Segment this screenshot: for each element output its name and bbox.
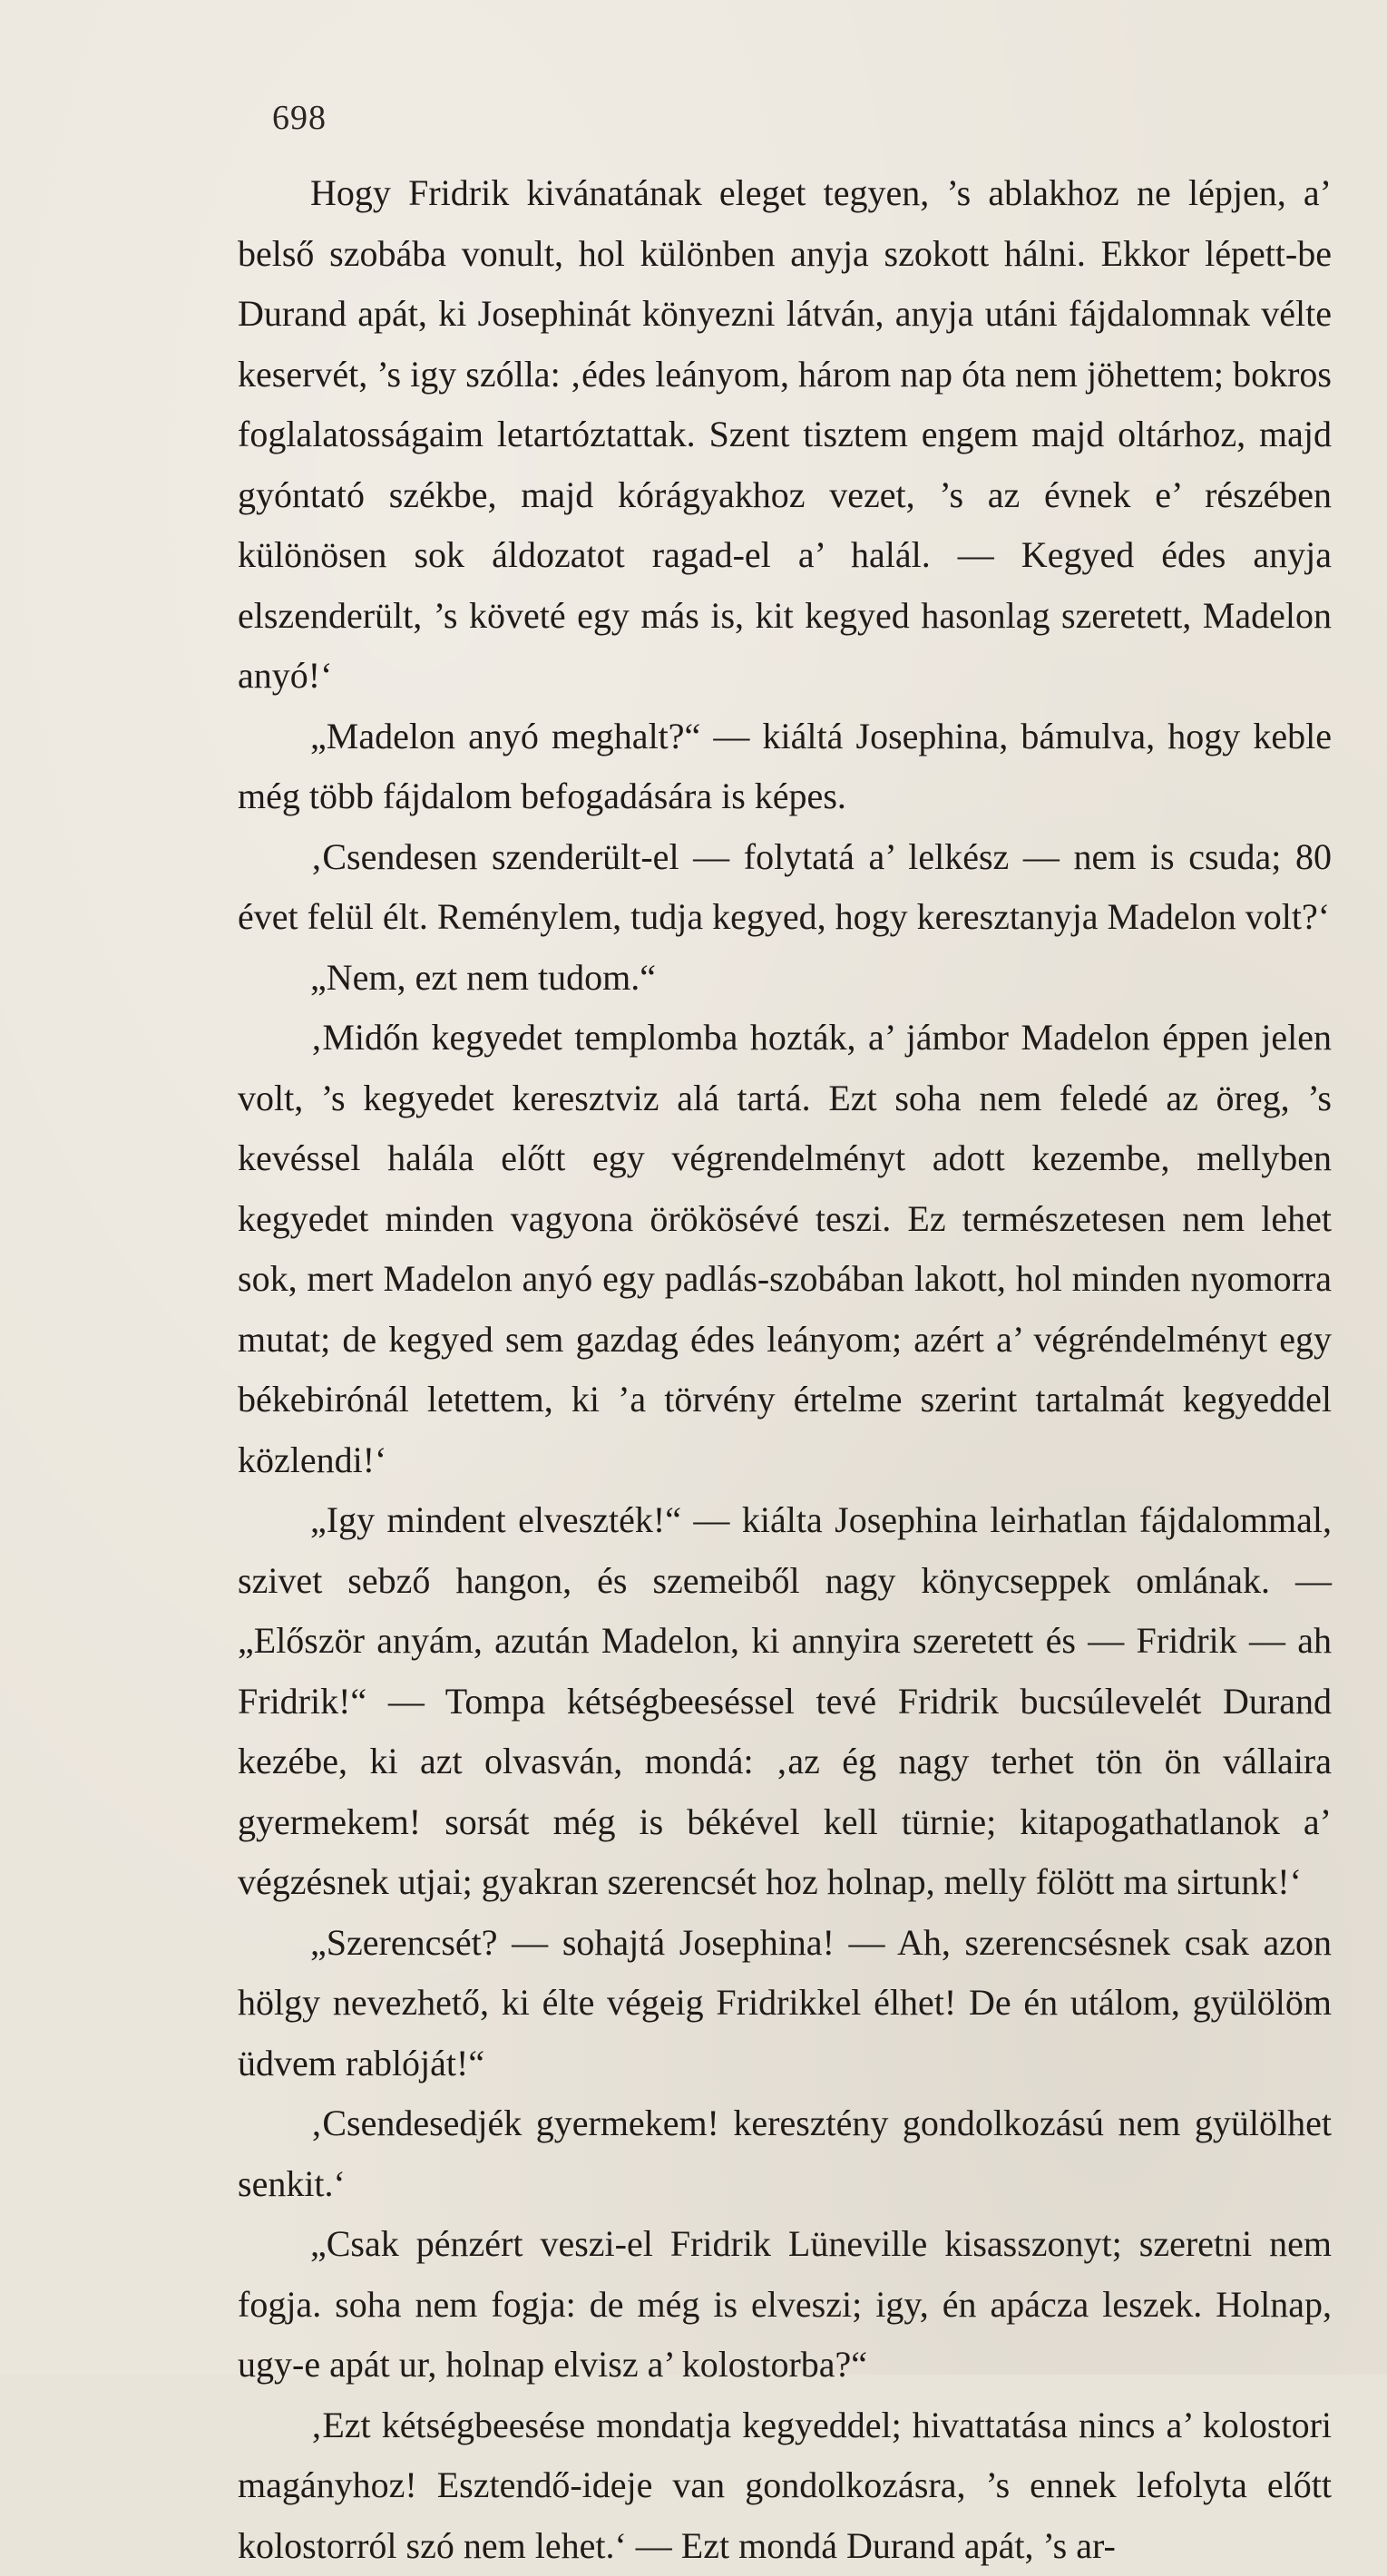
paragraph: Hogy Fridrik kivánatának eleget tegyen, ’s ablakhoz ne lépjen, a’ belső szobába vonult, hol különben anyja szokott hálni. Ekkor lépett-be Durand apát, ki Josephinát könyezni látván, anyja utáni fájdalomnak vélte keservét, ’s igy szólla: ‚édes leányom, három nap óta nem jöhettem; bokros foglalatosságaim letartóztattak. Szent tisztem engem majd oltárhoz, majd gyóntató székbe, majd kórágyakhoz vezet, ’s az évnek e’ részében különösen sok áldozatot ragad-el a’ halál. — Kegyed édes anyja elszenderült, ’s követé egy más is, kit kegyed hasonlag szeretett, Madelon anyó!‘	[238, 163, 1332, 707]
paragraph: „Igy mindent elveszték!“ — kiálta Josephina leirhatlan fájdalommal, szivet sebző hangon, és szemeiből nagy könycseppek omlának. — „Először anyám, azután Madelon, ki annyira szeretett és — Fridrik — ah Fridrik!“ — Tompa kétségbeeséssel tevé Fridrik bucsúlevelét Durand kezébe, ki azt olvasván, mondá: ‚az ég nagy terhet tön ön vállaira gyermekem! sorsát még is békével kell türnie; kitapogathatlanok a’ végzésnek utjai; gyakran szerencsét hoz holnap, melly fölött ma sirtunk!‘	[238, 1490, 1332, 1913]
paragraph: „Nem, ezt nem tudom.“	[238, 948, 1332, 1009]
paragraph: „Madelon anyó meghalt?“ — kiáltá Josephina, bámulva, hogy keble még több fájdalom befogadására is képes.	[238, 707, 1332, 827]
text-body	[238, 163, 1332, 2576]
page-number: 698	[272, 98, 327, 138]
paragraph: „Csak pénzért veszi-el Fridrik Lüneville kisasszonyt; szeretni nem fogja. soha nem fogja: de még is elveszi; igy, én apácza leszek. Holnap, ugy-e apát ur, holnap elvisz a’ kolostorba?“	[238, 2214, 1332, 2395]
paragraph: ‚Csendesen szenderült-el — folytatá a’ lelkész — nem is csuda; 80 évet felül élt. Reménylem, tudja kegyed, hogy keresztanyja Madelon volt?‘	[238, 827, 1332, 948]
paragraph: ‚Csendesedjék gyermekem! keresztény gondolkozású nem gyülölhet senkit.‘	[238, 2093, 1332, 2214]
paragraph: „Szerencsét? — sohajtá Josephina! — Ah, szerencsésnek csak azon hölgy nevezhető, ki élte végeig Fridrikkel élhet! De én utálom, gyülölöm üdvem rablóját!“	[238, 1913, 1332, 2094]
paragraph: ‚Midőn kegyedet templomba hozták, a’ jámbor Madelon éppen jelen volt, ’s kegyedet keresztviz alá tartá. Ezt soha nem feledé az öreg, ’s kevéssel halála előtt egy végrendelményt adott kezembe, mellyben kegyedet minden vagyona örökösévé teszi. Ez természetesen nem lehet sok, mert Madelon anyó egy padlás-szobában lakott, hol minden nyomorra mutat; de kegyed sem gazdag édes leányom; azért a’ végréndelményt egy békebirónál letettem, ki ’a törvény értelme szerint tartalmát kegyeddel közlendi!‘	[238, 1008, 1332, 1490]
paragraph: ‚Ezt kétségbeesése mondatja kegyeddel; hivattatása nincs a’ kolostori magányhoz! Esztendő-ideje van gondolkozásra, ’s ennek lefolyta előtt kolostorról szó nem lehet.‘ — Ezt mondá Durand apát, ’s ar-	[238, 2395, 1332, 2576]
